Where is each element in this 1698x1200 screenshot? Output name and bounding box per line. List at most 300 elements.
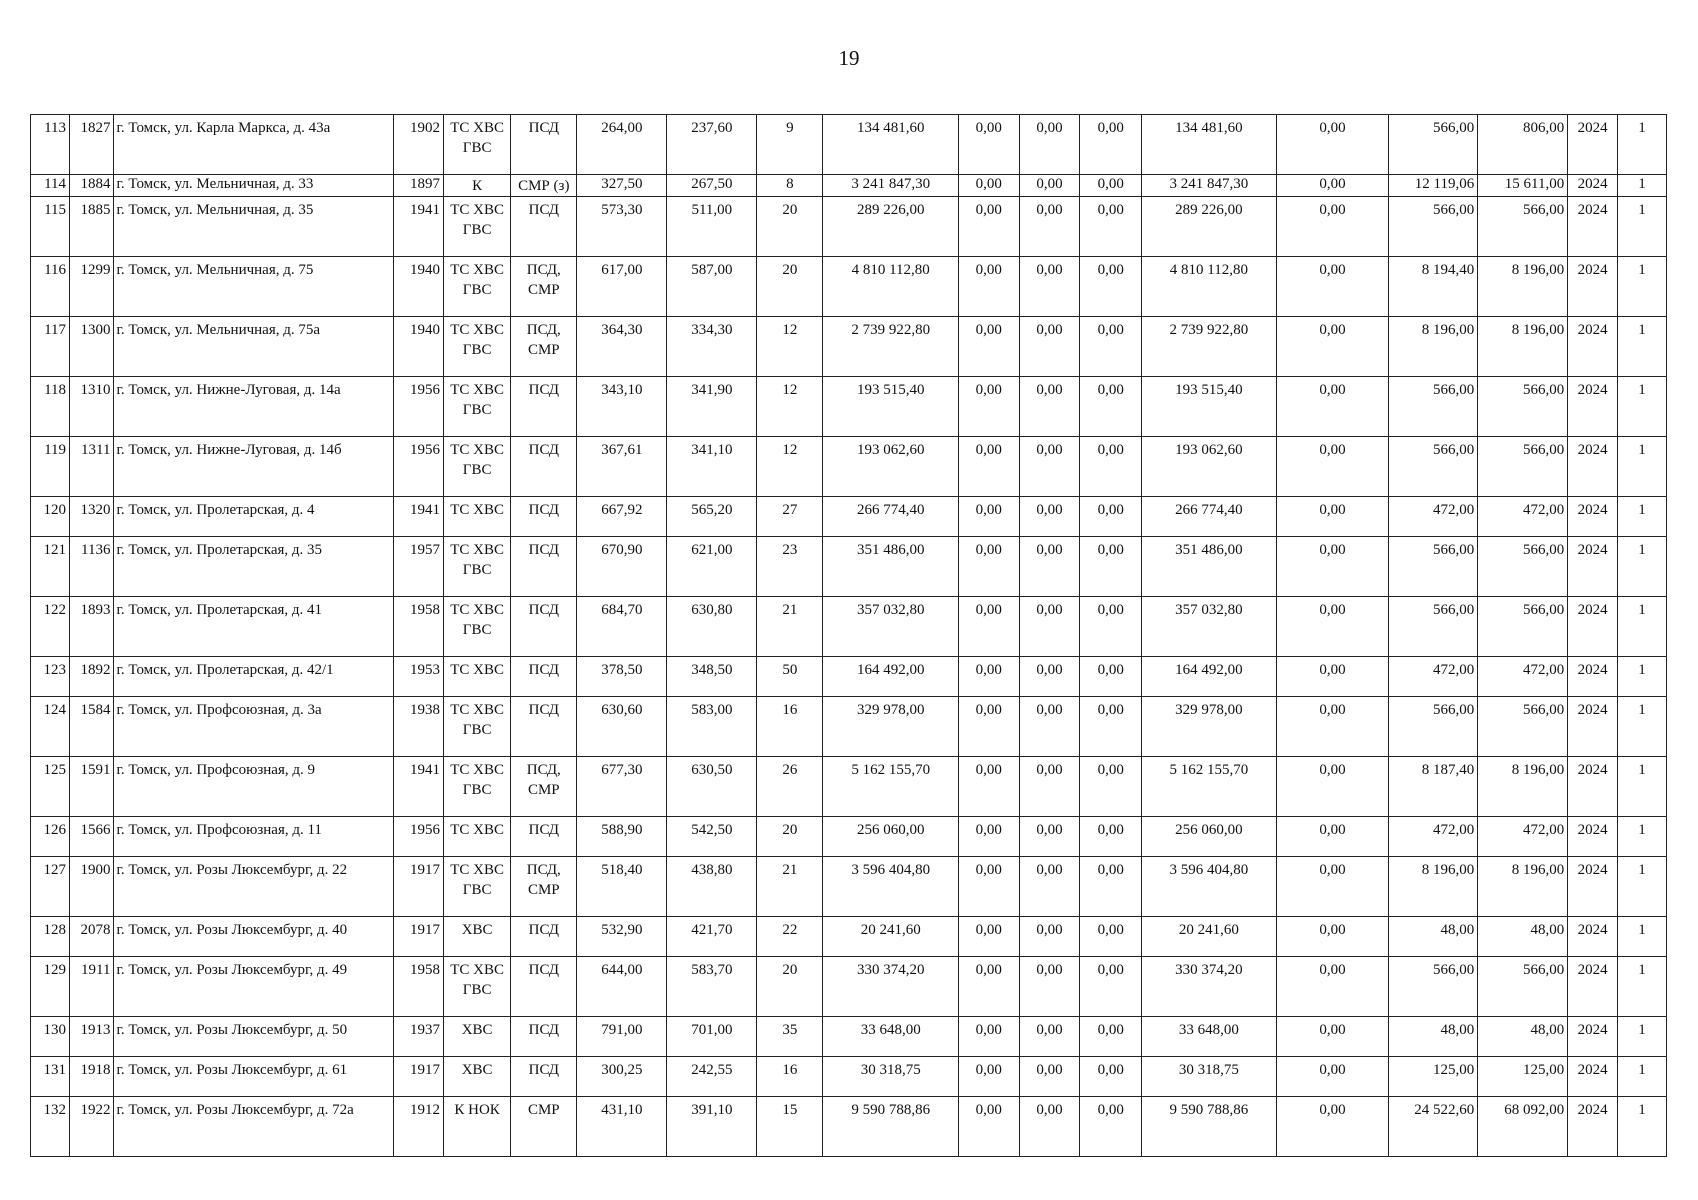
cell-stage: 1: [1618, 657, 1667, 697]
cell-work-type: ПСД: [511, 197, 577, 257]
cell-total-area: 588,90: [577, 817, 667, 857]
cell-planned-year: 2024: [1568, 437, 1618, 497]
cell-funds-owners: 5 162 155,70: [1142, 757, 1276, 817]
cell-build-year: 1902: [394, 115, 444, 175]
cell-work-type: ПСД: [511, 597, 577, 657]
cell-unit-cost: 8 196,00: [1389, 857, 1478, 917]
cell-funds-municipal: 0,00: [1080, 437, 1142, 497]
cell-funds-municipal: 0,00: [1080, 817, 1142, 857]
cell-stage: 1: [1618, 1057, 1667, 1097]
cell-unit-cost-limit: 566,00: [1478, 437, 1568, 497]
cell-funds-municipal: 0,00: [1080, 597, 1142, 657]
table-row: [31, 257, 1667, 317]
cell-work-type: ПСД, СМР: [511, 857, 577, 917]
cell-cost-total: 193 515,40: [823, 377, 959, 437]
cell-funds-region: 0,00: [1019, 757, 1080, 817]
cell-address: г. Томск, ул. Розы Люксембург, д. 61: [114, 1057, 394, 1097]
cell-row-number: 131: [31, 1057, 70, 1097]
cell-unit-cost: 566,00: [1389, 437, 1478, 497]
cell-house-id: 1584: [70, 697, 114, 757]
cell-funds-fund: 0,00: [958, 957, 1019, 1017]
cell-work-type: ПСД: [511, 817, 577, 857]
cell-unit-cost: 472,00: [1389, 657, 1478, 697]
cell-unit-cost-limit: 472,00: [1478, 657, 1568, 697]
cell-planned-year: 2024: [1568, 1057, 1618, 1097]
cell-address: г. Томск, ул. Пролетарская, д. 4: [114, 497, 394, 537]
cell-cost-total: 134 481,60: [823, 115, 959, 175]
cell-unit-cost-limit: 8 196,00: [1478, 857, 1568, 917]
cell-residents-count: 8: [757, 175, 823, 197]
cell-unit-cost: 8 187,40: [1389, 757, 1478, 817]
cell-residents-count: 16: [757, 697, 823, 757]
cell-stage: 1: [1618, 175, 1667, 197]
cell-living-area: 421,70: [667, 917, 757, 957]
cell-planned-year: 2024: [1568, 317, 1618, 377]
table-row: [31, 437, 1667, 497]
cell-total-area: 378,50: [577, 657, 667, 697]
cell-unit-cost-limit: 566,00: [1478, 957, 1568, 1017]
cell-funds-fund: 0,00: [958, 197, 1019, 257]
cell-work-type: ПСД, СМР: [511, 757, 577, 817]
cell-funds-owners: 3 241 847,30: [1142, 175, 1276, 197]
cell-build-year: 1957: [394, 537, 444, 597]
cell-planned-year: 2024: [1568, 497, 1618, 537]
cell-residents-count: 20: [757, 257, 823, 317]
cell-funds-region: 0,00: [1019, 597, 1080, 657]
cell-funds-region: 0,00: [1019, 377, 1080, 437]
cell-residents-count: 9: [757, 115, 823, 175]
cell-funds-municipal: 0,00: [1080, 175, 1142, 197]
cell-stage: 1: [1618, 257, 1667, 317]
cell-engineering-systems: ХВС: [444, 1017, 511, 1057]
cell-funds-owners: 351 486,00: [1142, 537, 1276, 597]
cell-funds-municipal: 0,00: [1080, 197, 1142, 257]
cell-house-id: 1913: [70, 1017, 114, 1057]
cell-house-id: 1892: [70, 657, 114, 697]
cell-funds-region: 0,00: [1019, 697, 1080, 757]
cell-residents-count: 27: [757, 497, 823, 537]
cell-row-number: 120: [31, 497, 70, 537]
cell-stage: 1: [1618, 115, 1667, 175]
cell-funds-region: 0,00: [1019, 175, 1080, 197]
cell-funds-region: 0,00: [1019, 817, 1080, 857]
cell-funds-fund: 0,00: [958, 817, 1019, 857]
cell-unit-cost-limit: 8 196,00: [1478, 757, 1568, 817]
cell-living-area: 583,00: [667, 697, 757, 757]
cell-unit-cost-limit: 125,00: [1478, 1057, 1568, 1097]
cell-living-area: 334,30: [667, 317, 757, 377]
cell-funds-region: 0,00: [1019, 317, 1080, 377]
cell-funds-region: 0,00: [1019, 115, 1080, 175]
cell-stage: 1: [1618, 437, 1667, 497]
cell-funds-municipal: 0,00: [1080, 1057, 1142, 1097]
cell-unit-cost-limit: 8 196,00: [1478, 257, 1568, 317]
cell-build-year: 1917: [394, 1057, 444, 1097]
cell-funds-other: 0,00: [1276, 1057, 1389, 1097]
cell-residents-count: 22: [757, 917, 823, 957]
cell-row-number: 123: [31, 657, 70, 697]
cell-funds-other: 0,00: [1276, 175, 1389, 197]
cell-house-id: 1827: [70, 115, 114, 175]
cell-build-year: 1958: [394, 957, 444, 1017]
cell-funds-fund: 0,00: [958, 437, 1019, 497]
cell-build-year: 1912: [394, 1097, 444, 1157]
table-row: [31, 597, 1667, 657]
cell-total-area: 670,90: [577, 537, 667, 597]
cell-unit-cost: 566,00: [1389, 697, 1478, 757]
cell-total-area: 532,90: [577, 917, 667, 957]
cell-cost-total: 351 486,00: [823, 537, 959, 597]
cell-residents-count: 15: [757, 1097, 823, 1157]
cell-funds-municipal: 0,00: [1080, 257, 1142, 317]
cell-unit-cost: 566,00: [1389, 957, 1478, 1017]
table-row: [31, 1097, 1667, 1157]
cell-cost-total: 2 739 922,80: [823, 317, 959, 377]
cell-unit-cost: 472,00: [1389, 497, 1478, 537]
cell-unit-cost-limit: 566,00: [1478, 597, 1568, 657]
cell-funds-municipal: 0,00: [1080, 957, 1142, 1017]
cell-build-year: 1917: [394, 917, 444, 957]
cell-work-type: ПСД: [511, 377, 577, 437]
cell-unit-cost-limit: 566,00: [1478, 377, 1568, 437]
table-row: [31, 317, 1667, 377]
cell-funds-fund: 0,00: [958, 317, 1019, 377]
cell-living-area: 391,10: [667, 1097, 757, 1157]
cell-work-type: ПСД: [511, 957, 577, 1017]
cell-funds-owners: 33 648,00: [1142, 1017, 1276, 1057]
cell-funds-owners: 2 739 922,80: [1142, 317, 1276, 377]
cell-address: г. Томск, ул. Мельничная, д. 35: [114, 197, 394, 257]
cell-planned-year: 2024: [1568, 537, 1618, 597]
cell-address: г. Томск, ул. Профсоюзная, д. 3а: [114, 697, 394, 757]
cell-funds-municipal: 0,00: [1080, 857, 1142, 917]
cell-living-area: 630,80: [667, 597, 757, 657]
cell-house-id: 1918: [70, 1057, 114, 1097]
cell-funds-other: 0,00: [1276, 437, 1389, 497]
cell-cost-total: 330 374,20: [823, 957, 959, 1017]
cell-unit-cost-limit: 68 092,00: [1478, 1097, 1568, 1157]
cell-work-type: ПСД: [511, 697, 577, 757]
cell-funds-other: 0,00: [1276, 377, 1389, 437]
cell-funds-municipal: 0,00: [1080, 697, 1142, 757]
cell-house-id: 1299: [70, 257, 114, 317]
cell-unit-cost-limit: 8 196,00: [1478, 317, 1568, 377]
cell-cost-total: 357 032,80: [823, 597, 959, 657]
cell-total-area: 518,40: [577, 857, 667, 917]
cell-funds-municipal: 0,00: [1080, 497, 1142, 537]
cell-house-id: 1922: [70, 1097, 114, 1157]
cell-total-area: 684,70: [577, 597, 667, 657]
cell-total-area: 573,30: [577, 197, 667, 257]
cell-funds-other: 0,00: [1276, 497, 1389, 537]
table-row: [31, 857, 1667, 917]
cell-engineering-systems: ТС ХВС ГВС: [444, 437, 511, 497]
cell-unit-cost-limit: 566,00: [1478, 537, 1568, 597]
cell-funds-other: 0,00: [1276, 697, 1389, 757]
cell-stage: 1: [1618, 497, 1667, 537]
table-row: [31, 1057, 1667, 1097]
cell-funds-region: 0,00: [1019, 1097, 1080, 1157]
cell-total-area: 300,25: [577, 1057, 667, 1097]
cell-cost-total: 329 978,00: [823, 697, 959, 757]
cell-house-id: 1900: [70, 857, 114, 917]
cell-engineering-systems: ТС ХВС ГВС: [444, 377, 511, 437]
cell-living-area: 583,70: [667, 957, 757, 1017]
cell-engineering-systems: ТС ХВС ГВС: [444, 257, 511, 317]
cell-unit-cost: 125,00: [1389, 1057, 1478, 1097]
cell-residents-count: 20: [757, 817, 823, 857]
cell-planned-year: 2024: [1568, 957, 1618, 1017]
cell-funds-fund: 0,00: [958, 857, 1019, 917]
cell-planned-year: 2024: [1568, 857, 1618, 917]
cell-funds-region: 0,00: [1019, 917, 1080, 957]
cell-funds-fund: 0,00: [958, 657, 1019, 697]
cell-stage: 1: [1618, 957, 1667, 1017]
cell-funds-owners: 30 318,75: [1142, 1057, 1276, 1097]
cell-stage: 1: [1618, 917, 1667, 957]
cell-build-year: 1937: [394, 1017, 444, 1057]
cell-planned-year: 2024: [1568, 1017, 1618, 1057]
cell-residents-count: 26: [757, 757, 823, 817]
cell-build-year: 1938: [394, 697, 444, 757]
cell-address: г. Томск, ул. Розы Люксембург, д. 72а: [114, 1097, 394, 1157]
cell-planned-year: 2024: [1568, 917, 1618, 957]
cell-build-year: 1897: [394, 175, 444, 197]
cell-funds-municipal: 0,00: [1080, 757, 1142, 817]
cell-engineering-systems: ТС ХВС: [444, 817, 511, 857]
cell-address: г. Томск, ул. Пролетарская, д. 41: [114, 597, 394, 657]
cell-total-area: 677,30: [577, 757, 667, 817]
cell-funds-municipal: 0,00: [1080, 1017, 1142, 1057]
cell-house-id: 1310: [70, 377, 114, 437]
cell-house-id: 1893: [70, 597, 114, 657]
cell-stage: 1: [1618, 197, 1667, 257]
cell-funds-owners: 3 596 404,80: [1142, 857, 1276, 917]
cell-total-area: 791,00: [577, 1017, 667, 1057]
cell-row-number: 125: [31, 757, 70, 817]
cell-funds-owners: 329 978,00: [1142, 697, 1276, 757]
cell-total-area: 343,10: [577, 377, 667, 437]
cell-work-type: ПСД: [511, 115, 577, 175]
cell-funds-fund: 0,00: [958, 697, 1019, 757]
cell-funds-municipal: 0,00: [1080, 115, 1142, 175]
cell-work-type: СМР: [511, 1097, 577, 1157]
cell-funds-region: 0,00: [1019, 497, 1080, 537]
cell-house-id: 1566: [70, 817, 114, 857]
cell-living-area: 438,80: [667, 857, 757, 917]
cell-row-number: 126: [31, 817, 70, 857]
cell-funds-municipal: 0,00: [1080, 1097, 1142, 1157]
cell-cost-total: 193 062,60: [823, 437, 959, 497]
cell-planned-year: 2024: [1568, 377, 1618, 437]
cell-house-id: 1311: [70, 437, 114, 497]
cell-cost-total: 266 774,40: [823, 497, 959, 537]
cell-unit-cost-limit: 806,00: [1478, 115, 1568, 175]
cell-house-id: 1300: [70, 317, 114, 377]
table-row: [31, 115, 1667, 175]
cell-engineering-systems: ХВС: [444, 1057, 511, 1097]
cell-build-year: 1958: [394, 597, 444, 657]
cell-cost-total: 9 590 788,86: [823, 1097, 959, 1157]
cell-build-year: 1941: [394, 497, 444, 537]
cell-funds-region: 0,00: [1019, 537, 1080, 597]
cell-funds-other: 0,00: [1276, 917, 1389, 957]
cell-build-year: 1956: [394, 377, 444, 437]
cell-address: г. Томск, ул. Мельничная, д. 75а: [114, 317, 394, 377]
cell-total-area: 630,60: [577, 697, 667, 757]
cell-engineering-systems: ТС ХВС: [444, 497, 511, 537]
cell-address: г. Томск, ул. Пролетарская, д. 35: [114, 537, 394, 597]
cell-stage: 1: [1618, 757, 1667, 817]
cell-row-number: 119: [31, 437, 70, 497]
cell-funds-fund: 0,00: [958, 917, 1019, 957]
cell-cost-total: 289 226,00: [823, 197, 959, 257]
cell-cost-total: 20 241,60: [823, 917, 959, 957]
cell-unit-cost-limit: 566,00: [1478, 197, 1568, 257]
cell-funds-region: 0,00: [1019, 657, 1080, 697]
cell-unit-cost: 472,00: [1389, 817, 1478, 857]
cell-funds-owners: 330 374,20: [1142, 957, 1276, 1017]
cell-unit-cost: 566,00: [1389, 197, 1478, 257]
cell-cost-total: 3 596 404,80: [823, 857, 959, 917]
cell-funds-owners: 20 241,60: [1142, 917, 1276, 957]
cell-work-type: ПСД: [511, 437, 577, 497]
cell-unit-cost: 48,00: [1389, 917, 1478, 957]
cell-stage: 1: [1618, 377, 1667, 437]
cell-row-number: 122: [31, 597, 70, 657]
cell-engineering-systems: ХВС: [444, 917, 511, 957]
table-row: [31, 957, 1667, 1017]
cell-build-year: 1940: [394, 317, 444, 377]
table-row: [31, 377, 1667, 437]
cell-funds-other: 0,00: [1276, 657, 1389, 697]
cell-funds-region: 0,00: [1019, 1057, 1080, 1097]
cell-address: г. Томск, ул. Нижне-Луговая, д. 14а: [114, 377, 394, 437]
cell-residents-count: 20: [757, 197, 823, 257]
cell-build-year: 1941: [394, 197, 444, 257]
cell-planned-year: 2024: [1568, 257, 1618, 317]
cell-cost-total: 5 162 155,70: [823, 757, 959, 817]
cell-stage: 1: [1618, 857, 1667, 917]
cell-engineering-systems: К: [444, 175, 511, 197]
cell-funds-other: 0,00: [1276, 817, 1389, 857]
cell-funds-region: 0,00: [1019, 257, 1080, 317]
cell-unit-cost: 566,00: [1389, 115, 1478, 175]
cell-funds-other: 0,00: [1276, 1017, 1389, 1057]
cell-address: г. Томск, ул. Розы Люксембург, д. 50: [114, 1017, 394, 1057]
cell-funds-fund: 0,00: [958, 757, 1019, 817]
cell-row-number: 124: [31, 697, 70, 757]
cell-funds-owners: 266 774,40: [1142, 497, 1276, 537]
cell-cost-total: 256 060,00: [823, 817, 959, 857]
table-row: [31, 1017, 1667, 1057]
cell-funds-other: 0,00: [1276, 1097, 1389, 1157]
cell-work-type: ПСД: [511, 657, 577, 697]
cell-cost-total: 33 648,00: [823, 1017, 959, 1057]
table-row: [31, 537, 1667, 597]
page-number: 19: [838, 46, 860, 70]
capital-repair-table: [30, 114, 1667, 1157]
cell-row-number: 132: [31, 1097, 70, 1157]
cell-living-area: 542,50: [667, 817, 757, 857]
cell-engineering-systems: ТС ХВС ГВС: [444, 697, 511, 757]
cell-engineering-systems: ТС ХВС ГВС: [444, 317, 511, 377]
cell-stage: 1: [1618, 817, 1667, 857]
cell-funds-fund: 0,00: [958, 597, 1019, 657]
cell-address: г. Томск, ул. Профсоюзная, д. 9: [114, 757, 394, 817]
cell-residents-count: 21: [757, 597, 823, 657]
cell-unit-cost: 566,00: [1389, 377, 1478, 437]
cell-total-area: 264,00: [577, 115, 667, 175]
cell-living-area: 621,00: [667, 537, 757, 597]
cell-work-type: ПСД: [511, 497, 577, 537]
cell-funds-other: 0,00: [1276, 197, 1389, 257]
cell-engineering-systems: ТС ХВС ГВС: [444, 757, 511, 817]
cell-stage: 1: [1618, 1017, 1667, 1057]
cell-funds-other: 0,00: [1276, 857, 1389, 917]
table-row: [31, 197, 1667, 257]
cell-row-number: 127: [31, 857, 70, 917]
table-row: [31, 817, 1667, 857]
cell-living-area: 565,20: [667, 497, 757, 537]
cell-total-area: 667,92: [577, 497, 667, 537]
cell-work-type: ПСД: [511, 1017, 577, 1057]
cell-row-number: 130: [31, 1017, 70, 1057]
cell-planned-year: 2024: [1568, 757, 1618, 817]
cell-build-year: 1953: [394, 657, 444, 697]
cell-unit-cost: 8 194,40: [1389, 257, 1478, 317]
cell-cost-total: 4 810 112,80: [823, 257, 959, 317]
cell-total-area: 617,00: [577, 257, 667, 317]
cell-address: г. Томск, ул. Карла Маркса, д. 43а: [114, 115, 394, 175]
cell-funds-owners: 357 032,80: [1142, 597, 1276, 657]
table-row: [31, 697, 1667, 757]
cell-unit-cost: 566,00: [1389, 537, 1478, 597]
cell-house-id: 1885: [70, 197, 114, 257]
cell-build-year: 1917: [394, 857, 444, 917]
cell-work-type: ПСД, СМР: [511, 317, 577, 377]
cell-row-number: 116: [31, 257, 70, 317]
cell-funds-municipal: 0,00: [1080, 317, 1142, 377]
table-row: [31, 175, 1667, 197]
cell-build-year: 1956: [394, 817, 444, 857]
cell-house-id: 1884: [70, 175, 114, 197]
cell-residents-count: 12: [757, 377, 823, 437]
cell-funds-region: 0,00: [1019, 857, 1080, 917]
cell-funds-fund: 0,00: [958, 537, 1019, 597]
cell-stage: 1: [1618, 537, 1667, 597]
cell-funds-fund: 0,00: [958, 115, 1019, 175]
cell-living-area: 242,55: [667, 1057, 757, 1097]
cell-living-area: 237,60: [667, 115, 757, 175]
cell-residents-count: 16: [757, 1057, 823, 1097]
cell-residents-count: 35: [757, 1017, 823, 1057]
cell-house-id: 1136: [70, 537, 114, 597]
cell-funds-owners: 9 590 788,86: [1142, 1097, 1276, 1157]
cell-total-area: 367,61: [577, 437, 667, 497]
cell-funds-municipal: 0,00: [1080, 917, 1142, 957]
cell-row-number: 121: [31, 537, 70, 597]
cell-living-area: 341,90: [667, 377, 757, 437]
cell-residents-count: 12: [757, 317, 823, 377]
cell-address: г. Томск, ул. Нижне-Луговая, д. 14б: [114, 437, 394, 497]
cell-address: г. Томск, ул. Профсоюзная, д. 11: [114, 817, 394, 857]
cell-funds-other: 0,00: [1276, 317, 1389, 377]
cell-funds-fund: 0,00: [958, 257, 1019, 317]
cell-living-area: 701,00: [667, 1017, 757, 1057]
cell-residents-count: 12: [757, 437, 823, 497]
cell-funds-owners: 134 481,60: [1142, 115, 1276, 175]
